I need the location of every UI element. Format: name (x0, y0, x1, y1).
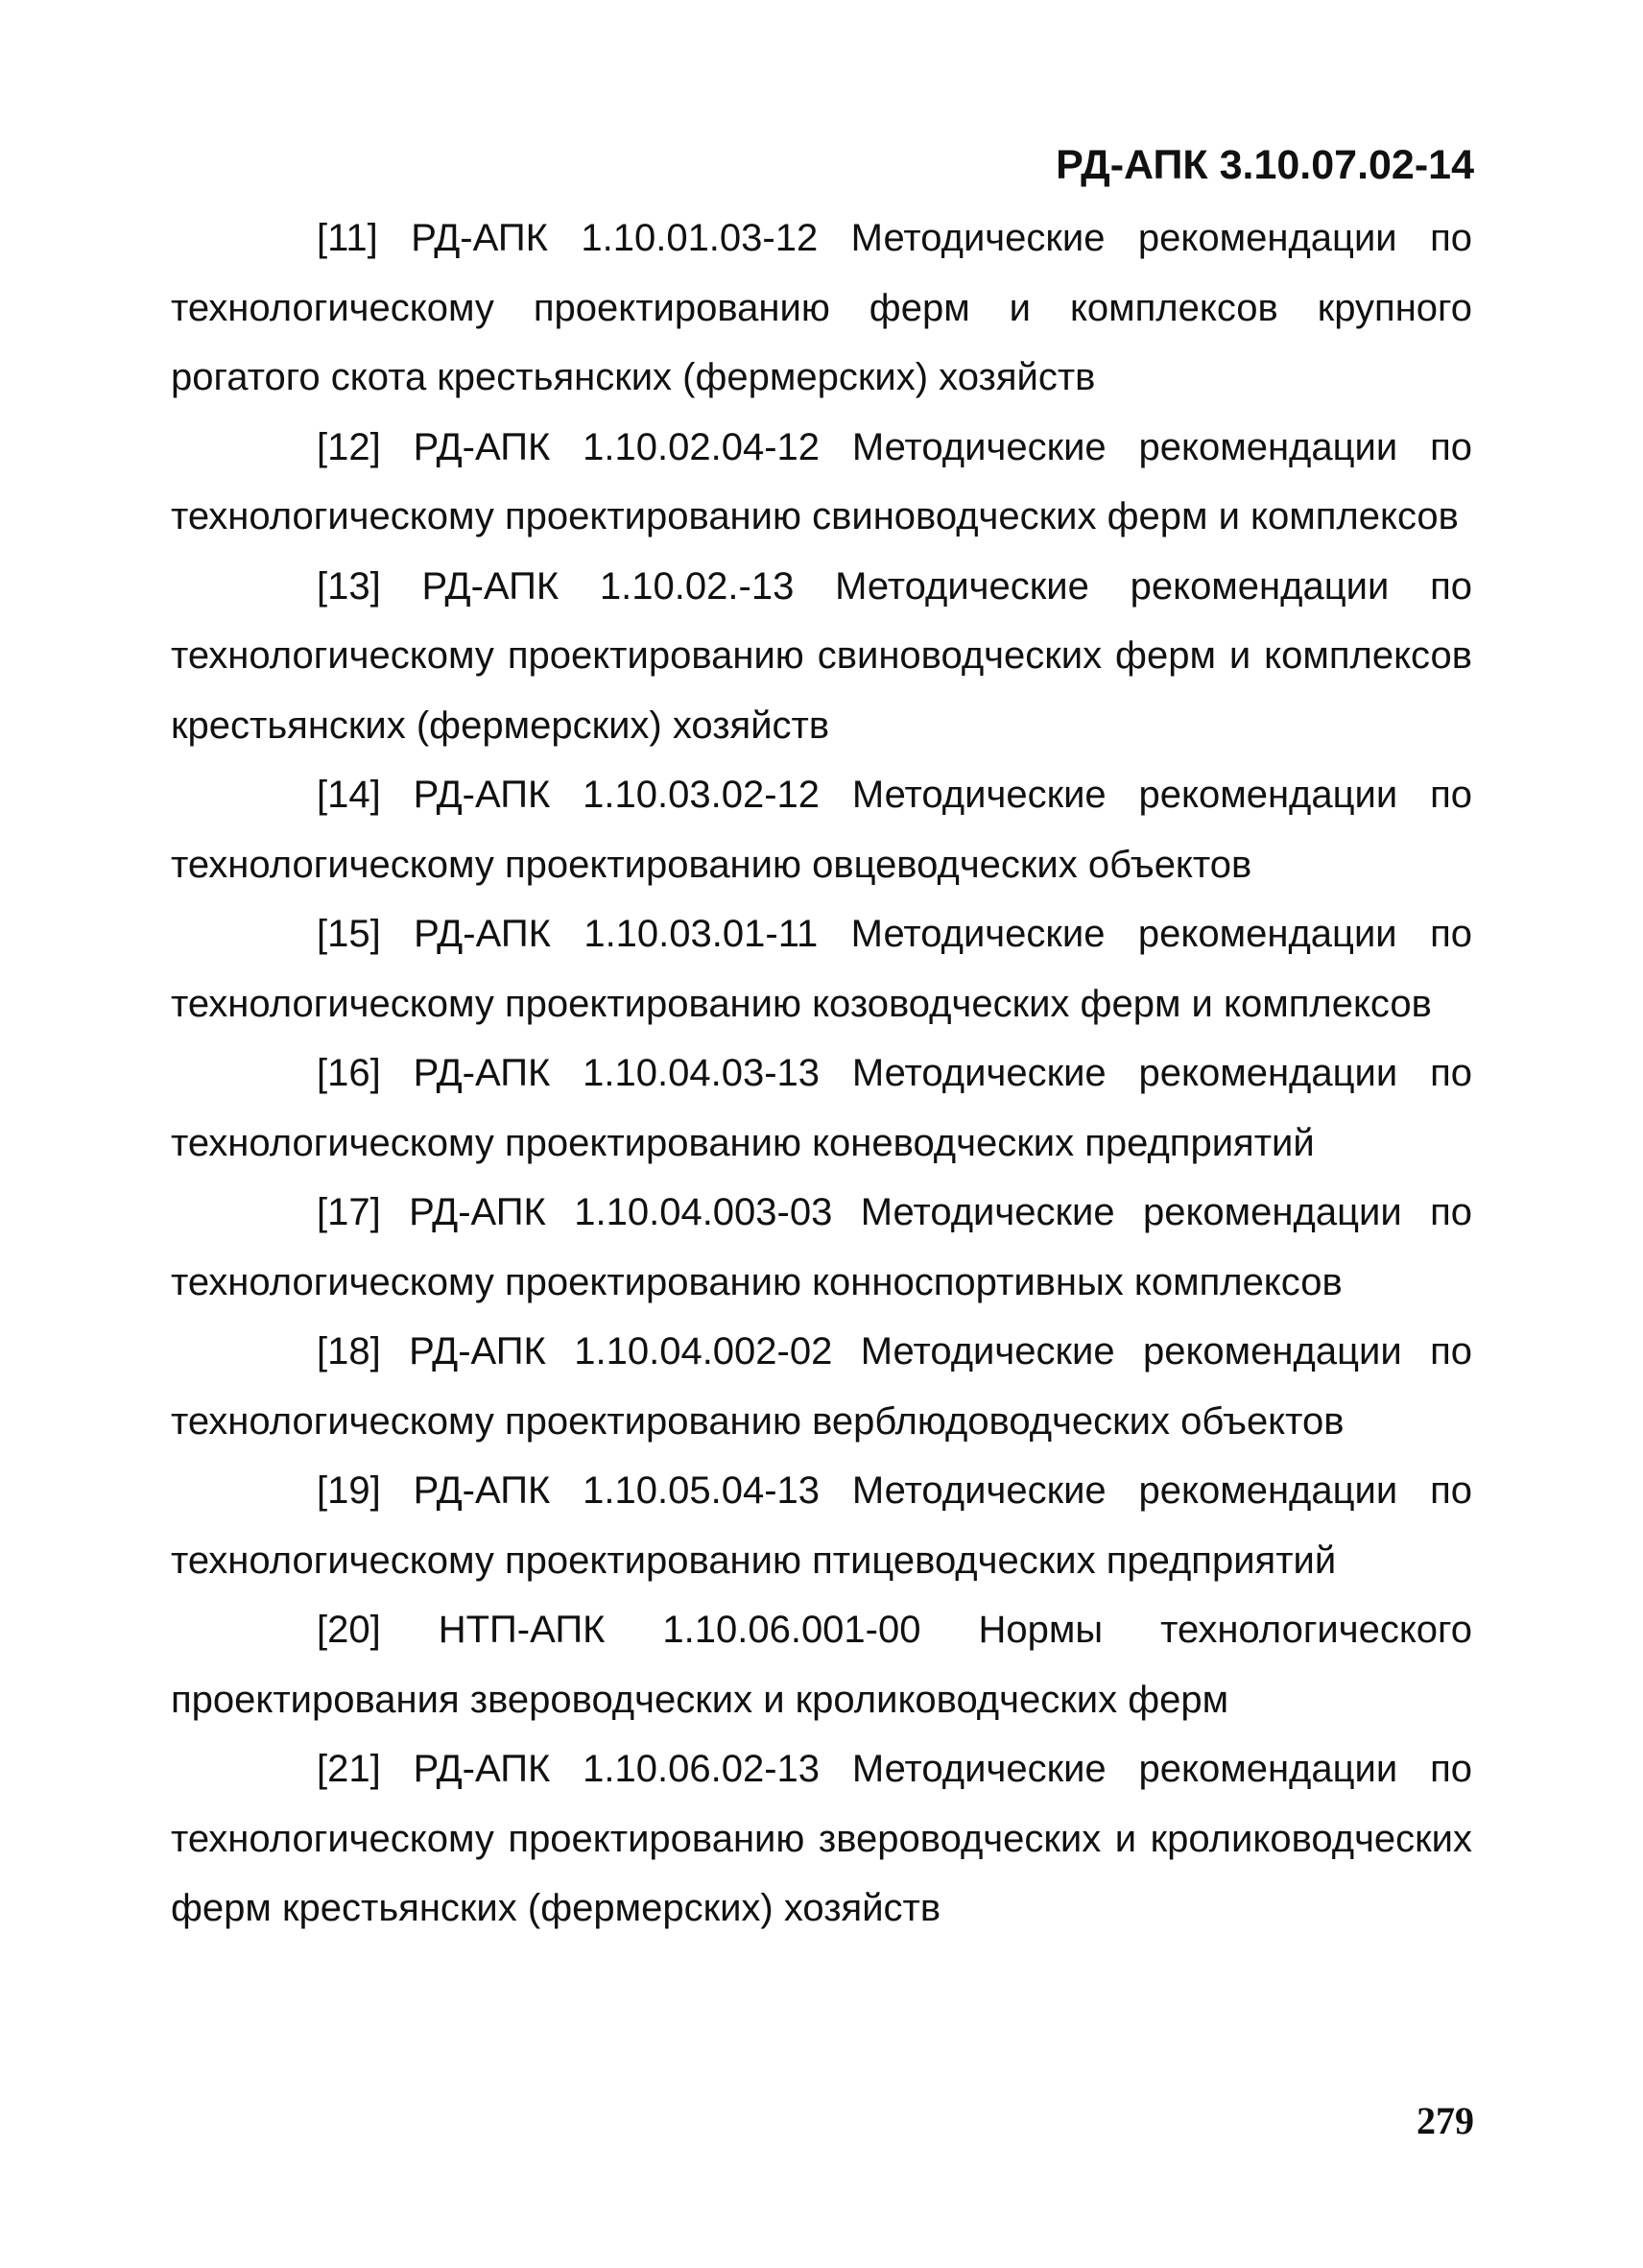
reference-item-15: [15] РД-АПК 1.10.03.01-11 Методические рекомендации по технологическому проектированию козоводческих ферм и комплексов (171, 913, 1472, 1025)
reference-item-16: [16] РД-АПК 1.10.04.03-13 Методические рекомендации по технологическому проектированию коневодческих предприятий (171, 1052, 1472, 1164)
reference-item-17: [17] РД-АПК 1.10.04.003-03 Методические рекомендации по технологическому проектированию конноспортивных комплексов (171, 1191, 1472, 1303)
reference-item-11: [11] РД-АПК 1.10.01.03-12 Методические рекомендации по технологическому проектированию ферм и комплексов крупного рогатого скота крестьянских (фермерских) хозяйств (171, 217, 1472, 398)
reference-item-18: [18] РД-АПК 1.10.04.002-02 Методические рекомендации по технологическому проектированию верблюдоводческих объектов (171, 1330, 1472, 1443)
reference-item-14: [14] РД-АПК 1.10.03.02-12 Методические рекомендации по технологическому проектированию овцеводческих объектов (171, 774, 1472, 886)
document-code-header: РД-АПК 3.10.07.02-14 (1056, 142, 1474, 188)
reference-item-21: [21] РД-АПК 1.10.06.02-13 Методические рекомендации по технологическому проектированию звероводческих и кролиководческих ферм крестьянских (фермерских) хозяйств (171, 1748, 1472, 1929)
reference-item-12: [12] РД-АПК 1.10.02.04-12 Методические рекомендации по технологическому проектированию свиноводческих ферм и комплексов (171, 425, 1472, 537)
reference-list (171, 203, 1472, 1944)
reference-item-20: [20] НТП-АПК 1.10.06.001-00 Нормы технологического проектирования звероводческих и кролиководческих ферм (171, 1609, 1472, 1721)
reference-item-13: [13] РД-АПК 1.10.02.-13 Методические рекомендации по технологическому проектированию свиноводческих ферм и комплексов крестьянских (фермерских) хозяйств (171, 564, 1472, 747)
page-number: 279 (1417, 2099, 1474, 2142)
reference-item-19: [19] РД-АПК 1.10.05.04-13 Методические рекомендации по технологическому проектированию птицеводческих предприятий (171, 1469, 1472, 1582)
